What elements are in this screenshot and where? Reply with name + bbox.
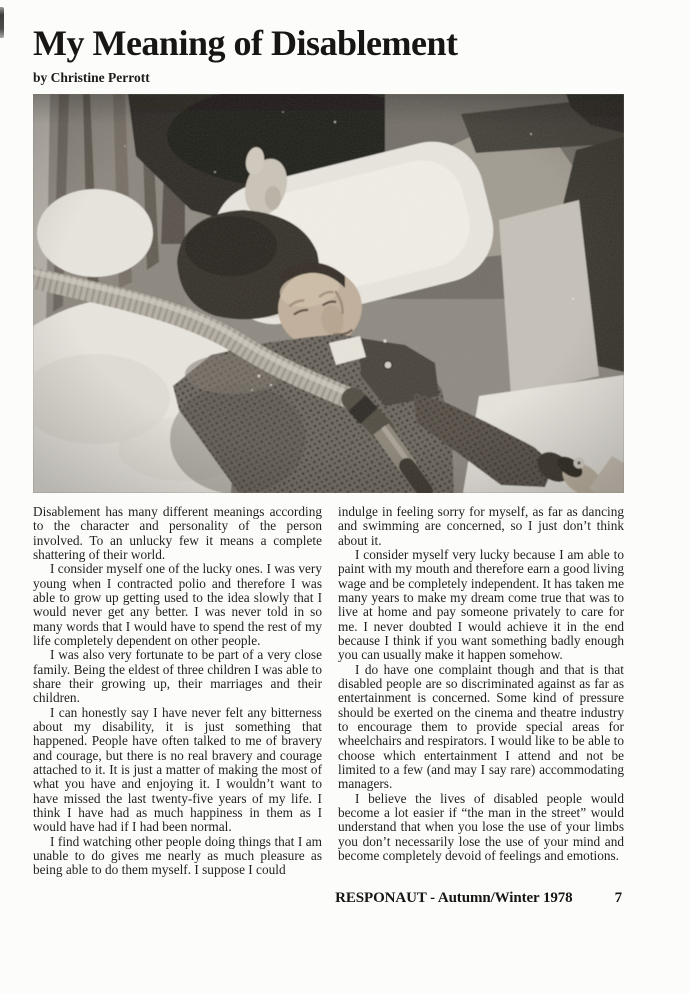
- paragraph: I was also very fortunate to be part of a very close family. Being the eldest of three children I was able to share their growing up, their marriages and their children.: [33, 647, 322, 706]
- journal-title: RESPONAUT - Autumn/Winter 1978: [335, 889, 573, 906]
- page-footer: [33, 890, 624, 907]
- paragraph: I can honestly say I have never felt any bitterness about my disability, it is just something that happened. People have often talked to me of bravery and courage, but there is no real bravery and courage attached to it. It is just a matter of making the most of what you have and enjoying it. I wouldn’t want to have missed the last twenty-five years of my life. I think I have had as much happiness in them as I would have had if I had been normal.: [33, 704, 322, 835]
- article-column-right: [338, 505, 624, 878]
- paragraph: I find watching other people doing things that I am unable to do gives me nearly as much pleasure as being able to do them myself. I suppose I could: [33, 833, 322, 878]
- article-title: My Meaning of Disablement: [33, 23, 458, 63]
- paragraph: indulge in feeling sorry for myself, as far as dancing and swimming are concerned, so I just don’t think about it.: [338, 503, 624, 548]
- paragraph: I consider myself one of the lucky ones. I was very young when I contracted polio and therefore I was able to grow up getting used to the idea slowly that I would never get any better. I was never told in so many words that I would have to spend the rest of my life completely dependent on other people.: [33, 561, 322, 648]
- paragraph: I consider myself very lucky because I am able to paint with my mouth and therefore earn a good living wage and be completely independent. It has taken me many years to make my dream come true that was to live at home and pay someone privately to care for me. I never doubted I would achieve it in the end because I think if you want something badly enough you can usually make it happen somehow.: [338, 546, 624, 663]
- article-header: [33, 24, 624, 86]
- article-photo: [33, 94, 624, 493]
- page-number: 7: [614, 889, 622, 906]
- paragraph: I believe the lives of disabled people would become a lot easier if “the man in the street” would understand that when you lose the use of your limbs you don’t necessarily lose the use of your mind and become completely devoid of feelings and emotions.: [338, 790, 624, 864]
- paragraph: Disablement has many different meanings according to the character and personality of the person involved. To an unlucky few it means a complete shattering of their world.: [33, 503, 322, 562]
- article-column-left: [33, 505, 322, 878]
- paragraph: I do have one complaint though and that is that disabled people are so discriminated against as far as entertainment is concerned. Some kind of pressure should be exerted on the cinema and theatre industry to encourage them to provide special areas for wheelchairs and respirators. I would like to be able to choose which entertainment I attend and not be limited to a few (and may I say rare) accommodating managers.: [338, 661, 624, 792]
- article-body: [33, 505, 624, 878]
- article-byline: by Christine Perrott: [33, 69, 150, 85]
- scan-edge-artifact: [0, 7, 4, 38]
